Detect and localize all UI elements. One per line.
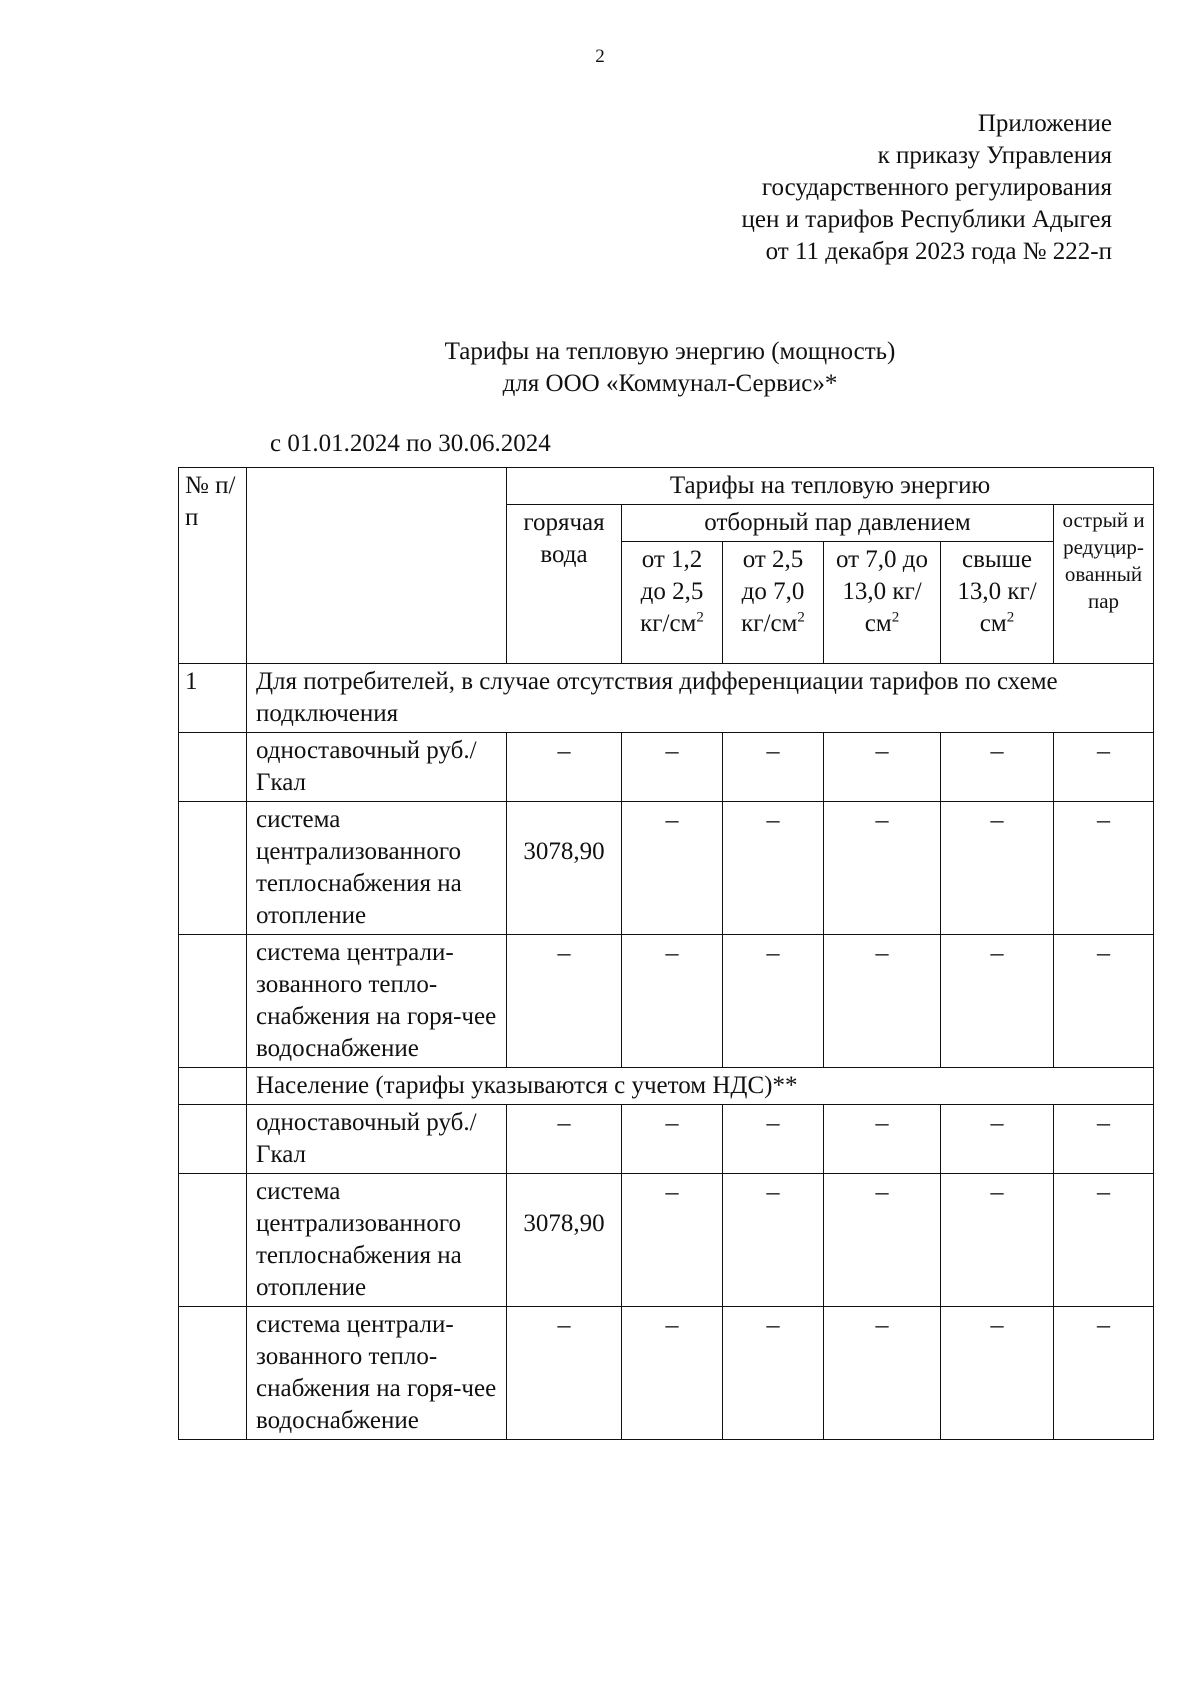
value-cell: –	[622, 935, 723, 1068]
value-cell: –	[824, 1307, 941, 1440]
value-cell: –	[824, 935, 941, 1068]
header-pressure	[622, 542, 723, 664]
table-row	[179, 1307, 1154, 1440]
value-cell: –	[824, 733, 941, 802]
header-sharp-steam: острый и редуцир-ованный пар	[1054, 505, 1154, 664]
period: с 01.01.2024 по 30.06.2024	[270, 430, 551, 457]
value-cell: –	[941, 802, 1054, 935]
document-title	[240, 336, 1100, 400]
table-row	[179, 935, 1154, 1068]
value-cell: –	[622, 1105, 723, 1174]
value-cell: –	[622, 733, 723, 802]
header-pressure	[723, 542, 824, 664]
row-label: система централизованного теплоснабжения на отопление	[247, 802, 507, 935]
value-cell: –	[622, 1174, 723, 1307]
appendix-line: цен и тарифов Республики Адыгея	[741, 206, 1112, 233]
value-cell: –	[1054, 1105, 1154, 1174]
section-label: Для потребителей, в случае отсутствия дифференциации тарифов по схеме подключения	[247, 664, 1154, 733]
header-pressure	[824, 542, 941, 664]
appendix-line: к приказу Управления	[877, 142, 1112, 169]
table-row	[179, 802, 1154, 935]
header-num: № п/п	[179, 468, 247, 664]
superscript: 2	[797, 609, 805, 626]
tariff-table	[178, 467, 1154, 1440]
superscript: 2	[891, 609, 900, 626]
value-cell: –	[622, 802, 723, 935]
pressure-text: от 7,0 до 13,0 кг/см	[835, 546, 929, 637]
row-label: система централи-зованного тепло-снабжения на горя-чее водоснабжение	[247, 1307, 507, 1440]
header-empty	[247, 468, 507, 664]
section-label: Население (тарифы указываются с учетом НДС)**	[247, 1068, 1154, 1105]
appendix-line: Приложение	[977, 110, 1112, 137]
value-cell: –	[622, 1307, 723, 1440]
value-cell: –	[1054, 935, 1154, 1068]
value-cell: 3078,90	[507, 1174, 622, 1307]
value-cell: –	[723, 935, 824, 1068]
value-cell: –	[824, 1105, 941, 1174]
section-num	[179, 1068, 247, 1105]
value-cell: –	[1054, 1307, 1154, 1440]
header-row	[179, 468, 1154, 505]
value-cell: –	[723, 802, 824, 935]
title-line: Тарифы на тепловую энергию (мощность)	[444, 338, 896, 365]
table-row	[179, 1105, 1154, 1174]
appendix-block	[742, 108, 1112, 268]
header-hot-water: горячая вода	[507, 505, 622, 664]
value-cell: –	[723, 1105, 824, 1174]
row-num	[179, 1307, 247, 1440]
table-row	[179, 1174, 1154, 1307]
value-cell: –	[824, 1174, 941, 1307]
section-num: 1	[179, 664, 247, 733]
title-line: для ООО «Коммунал-Сервис»*	[502, 370, 838, 397]
value-cell: –	[1054, 1174, 1154, 1307]
value-cell: –	[941, 733, 1054, 802]
pressure-text: от 2,5 до 7,0 кг/см	[741, 546, 805, 637]
header-tariffs: Тарифы на тепловую энергию	[507, 468, 1154, 505]
pressure-text: от 1,2 до 2,5 кг/см	[640, 546, 704, 637]
superscript: 2	[1006, 609, 1015, 626]
row-num	[179, 802, 247, 935]
value-cell: –	[1054, 733, 1154, 802]
pressure-text: свыше 13,0 кг/см	[957, 546, 1037, 637]
value-cell: –	[941, 1307, 1054, 1440]
value-cell: –	[824, 802, 941, 935]
table-row	[179, 733, 1154, 802]
section-row	[179, 664, 1154, 733]
row-num	[179, 733, 247, 802]
row-label: одноставочный руб./Гкал	[247, 1105, 507, 1174]
value-cell: –	[507, 1307, 622, 1440]
row-num	[179, 1174, 247, 1307]
value-cell: –	[723, 1307, 824, 1440]
header-pressure	[941, 542, 1054, 664]
row-num	[179, 935, 247, 1068]
value-cell: –	[1054, 802, 1154, 935]
section-row	[179, 1068, 1154, 1105]
value-cell: –	[507, 733, 622, 802]
page-number: 2	[595, 46, 605, 67]
value-cell: –	[723, 1174, 824, 1307]
appendix-line: от 11 декабря 2023 года № 222-п	[765, 238, 1112, 265]
row-label: система централи-зованного тепло-снабжения на горя-чее водоснабжение	[247, 935, 507, 1068]
row-label: система централизованного теплоснабжения на отопление	[247, 1174, 507, 1307]
value-cell: –	[507, 935, 622, 1068]
value-cell: –	[941, 1105, 1054, 1174]
value-cell: –	[723, 733, 824, 802]
appendix-line: государственного регулирования	[761, 174, 1112, 201]
row-label: одноставочный руб./Гкал	[247, 733, 507, 802]
superscript: 2	[696, 609, 704, 626]
value-cell: –	[941, 935, 1054, 1068]
header-steam: отборный пар давлением	[622, 505, 1054, 542]
value-cell: 3078,90	[507, 802, 622, 935]
value-cell: –	[507, 1105, 622, 1174]
value-cell: –	[941, 1174, 1054, 1307]
row-num	[179, 1105, 247, 1174]
